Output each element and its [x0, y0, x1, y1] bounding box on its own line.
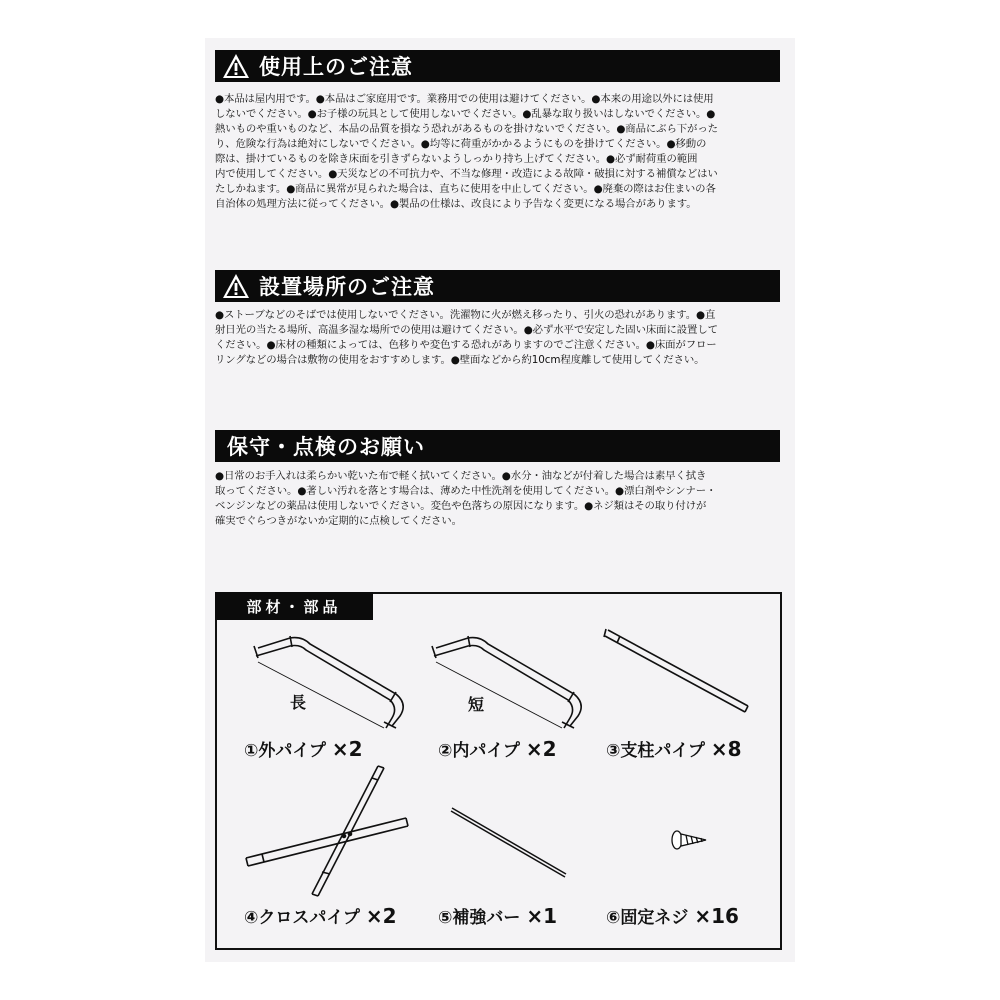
warning-triangle-icon	[221, 52, 251, 80]
usage-cautions-text: ●本品は屋内用です。●本品はご家庭用です。業務用での使用は避けてください。●本来の用途以外には使用 しないでください。●お子様の玩具として使用しないでください。●乱暴な取り扱いはしないでください。● 熱いものや重いものなど、本品の品質を損なう恐れがあるものを掛けないでください。●商品にぶら下がった り、危険な行為は絶対にしないでください。●均等に荷重がかかるようにものを掛けてください。●移動の 際は、掛けているものを除き床面を引きずらないようしっかり持ち上げてください。●必ず耐荷重の範囲 内で使用してください。●天災などの不可抗力や、不当な修理・改造による故障・破損に対する補償などはい たしかねます。●商品に異常が見られた場合は、直ちに使用を中止してください。●廃棄の際はお住まいの各 自治体の処理方法に従ってください。●製品の仕様は、改良により予告なく変更になる場合があります。	[215, 93, 718, 210]
part-label-inner-pipe	[438, 736, 557, 761]
dimension-label-short: 短	[468, 695, 485, 714]
part-name: ⑤補強バー	[438, 908, 521, 928]
part-count: ×2	[525, 737, 557, 761]
section-title: 使用上のご注意	[259, 55, 413, 79]
part-name: ③支柱パイプ	[606, 741, 705, 761]
part-label-fixing-screw	[606, 903, 739, 928]
location-cautions-text: ●ストーブなどのそばでは使用しないでください。洗濯物に火が燃え移ったり、引火の恐れがあります。●直 射日光の当たる場所、高温多湿な場所での使用は避けてください。●必ず水平で安定した固い床面に設置して ください。●床材の種類によっては、色移りや変色する恐れがありますのでご注意ください。●床面がフロー リングなどの場合は敷物の使用をおすすめします。●壁面などから約10cm程度離して使用してください。	[215, 309, 718, 366]
part-name: ②内パイプ	[438, 741, 520, 761]
part-label-outer-pipe	[244, 736, 363, 761]
maintenance-text: ●日常のお手入れは柔らかい乾いた布で軽く拭いてください。●水分・油などが付着した場合は素早く拭き 取ってください。●著しい汚れを落とす場合は、薄めた中性洗剤を使用してください。●漂白剤やシンナー・ ベンジンなどの薬品は使用しないでください。変色や色落ちの原因になります。●ネジ類はその取り付けが 確実でぐらつきがないか定期的に点検してください。	[215, 470, 717, 527]
part-count: ×1	[526, 904, 558, 928]
section-header-maintenance	[215, 430, 780, 462]
part-label-reinforcement-bar	[438, 903, 557, 928]
part-count: ×8	[710, 737, 742, 761]
part-label-support-pipe	[606, 736, 742, 761]
section-title: 設置場所のご注意	[259, 275, 435, 299]
part-name: ⑥固定ネジ	[606, 908, 689, 928]
parts-box	[215, 592, 782, 950]
part-count: ×2	[331, 737, 363, 761]
section-header-location-cautions	[215, 270, 780, 302]
part-label-cross-pipe	[244, 903, 397, 928]
part-count: ×2	[365, 904, 397, 928]
parts-title: 部材・部品	[215, 592, 373, 620]
dimension-label-long: 長	[290, 693, 307, 712]
section-title: 保守・点検のお願い	[227, 435, 425, 459]
part-name: ④クロスパイプ	[244, 908, 360, 928]
part-name: ①外パイプ	[244, 741, 326, 761]
part-count: ×16	[694, 904, 739, 928]
section-header-usage-cautions	[215, 50, 780, 82]
warning-triangle-icon	[221, 272, 251, 300]
